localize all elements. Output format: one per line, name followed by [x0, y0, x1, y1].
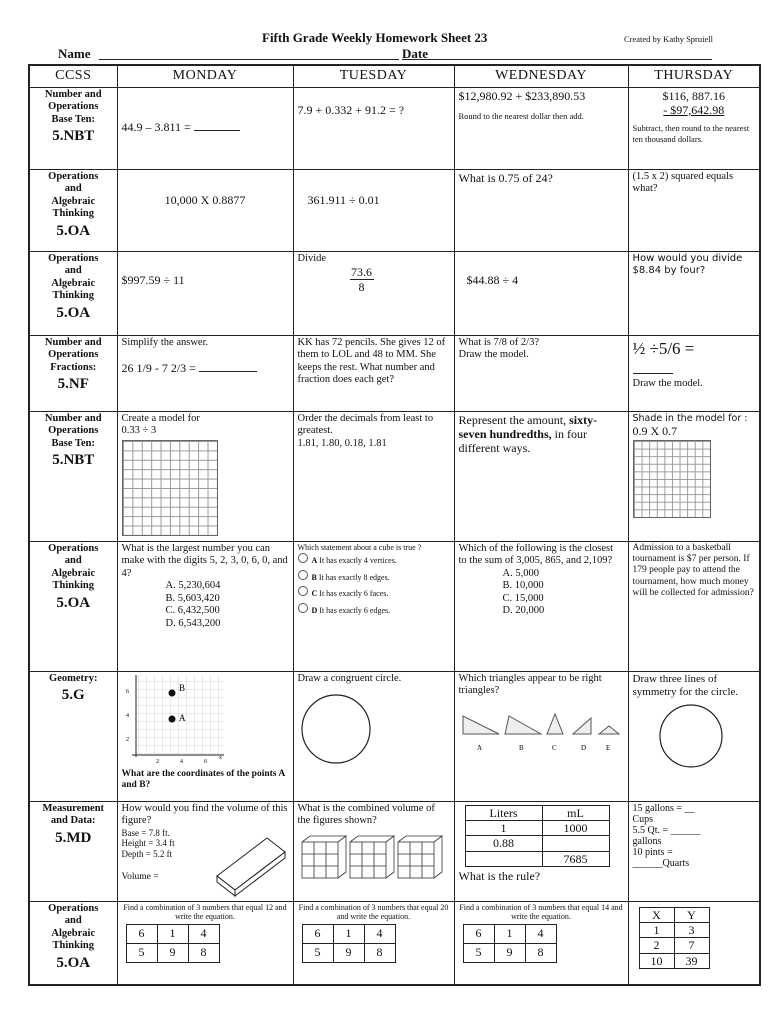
- col-header-thursday: THURSDAY: [628, 65, 760, 87]
- radio-icon[interactable]: [298, 603, 308, 613]
- wednesday-cell[interactable]: Represent the amount, sixty-seven hundredths, in four different ways.: [454, 411, 628, 541]
- monday-cell[interactable]: What is the largest number you can make with the digits 5, 2, 3, 0, 6, 0, and 4? A. 5,230,604 B. 5,603,420 C. 6,432,500 D. 6,543,200: [117, 541, 293, 671]
- coordinate-plane: [122, 673, 226, 765]
- wednesday-cell[interactable]: What is 0.75 of 24?: [454, 169, 628, 251]
- circle-shape: [657, 701, 727, 773]
- ccss-cell: Number and Operations Base Ten: 5.NBT: [29, 411, 117, 541]
- thursday-cell[interactable]: Shade in the model for : 0.9 X 0.7: [628, 411, 760, 541]
- name-line[interactable]: [99, 59, 399, 60]
- svg-text:6: 6: [203, 758, 207, 765]
- monday-cell[interactable]: 44.9 – 3.811 =: [117, 87, 293, 169]
- monday-cell[interactable]: How would you find the volume of this figure? Base = 7.8 ft. Height = 3.4 ft Depth = 5.2 ft Volume =: [117, 801, 293, 901]
- wednesday-cell[interactable]: Liters mL 1 1000 0.88 7685 What is the rule?: [454, 801, 628, 901]
- homework-table: [28, 64, 761, 986]
- table-row: [29, 251, 760, 335]
- tuesday-cell[interactable]: Draw a congruent circle.: [293, 671, 454, 801]
- col-header-ccss: CCSS: [29, 65, 117, 87]
- table-row: [29, 671, 760, 801]
- number-grid: 6 1 4 5 9 8: [463, 924, 557, 963]
- radio-icon[interactable]: [298, 570, 308, 580]
- svg-text:A: A: [476, 743, 482, 752]
- thursday-cell[interactable]: How would you divide $8.84 by four?: [628, 251, 760, 335]
- svg-text:A: A: [178, 712, 185, 723]
- svg-text:B: B: [518, 743, 524, 752]
- wednesday-cell[interactable]: $12,980.92 + $233,890.53 Round to the nearest dollar then add.: [454, 87, 628, 169]
- wednesday-cell[interactable]: Which of the following is the closest to the sum of 3,005, 865, and 2,109? A. 5,000 B. 10,000 C. 15,000 D. 20,000: [454, 541, 628, 671]
- col-header-monday: MONDAY: [117, 65, 293, 87]
- tuesday-cell[interactable]: KK has 72 pencils. She gives 12 of them to LOL and 48 to MM. She keeps the rest. What number and fraction does each get?: [293, 335, 454, 411]
- header-row: [29, 65, 760, 87]
- thursday-cell[interactable]: 15 gallons = __ Cups 5.5 Qt. = ______ gallons 10 pints = ______Quarts: [628, 801, 760, 901]
- ccss-cell: Operations and Algebraic Thinking 5.OA: [29, 901, 117, 985]
- ccss-cell: Operations and Algebraic Thinking 5.OA: [29, 169, 117, 251]
- table-row: [29, 901, 760, 985]
- ccss-cell: Operations and Algebraic Thinking 5.OA: [29, 541, 117, 671]
- table-row: [29, 169, 760, 251]
- svg-text:E: E: [605, 743, 610, 752]
- wednesday-cell[interactable]: What is 7/8 of 2/3? Draw the model.: [454, 335, 628, 411]
- xy-table: X Y 1 3 2 7 10 39: [639, 907, 710, 970]
- radio-icon[interactable]: [298, 586, 308, 596]
- name-label: Name: [58, 46, 91, 61]
- number-grid: 6 1 4 5 9 8: [302, 924, 396, 963]
- ccss-cell: Number and Operations Fractions: 5.NF: [29, 335, 117, 411]
- shade-grid[interactable]: [633, 440, 711, 518]
- thursday-cell[interactable]: Admission to a basketball tournament is $7 per person. If 179 people pay to attend the tournament, how much money will be collected for admission?: [628, 541, 760, 671]
- svg-text:x: x: [218, 754, 222, 761]
- triangles-figure: [459, 704, 625, 754]
- ccss-cell: Operations and Algebraic Thinking 5.OA: [29, 251, 117, 335]
- prism-figure: [211, 828, 291, 898]
- tuesday-cell[interactable]: Order the decimals from least to greatest. 1.81, 1.80, 0.18, 1.81: [293, 411, 454, 541]
- point-a: [168, 715, 175, 722]
- monday-cell[interactable]: 10,000 X 0.8877: [117, 169, 293, 251]
- wednesday-cell[interactable]: Which triangles appear to be right triangles? A B C D E: [454, 671, 628, 801]
- svg-text:C: C: [551, 743, 557, 752]
- thursday-cell[interactable]: [628, 901, 760, 985]
- table-row: [29, 87, 760, 169]
- table-row: [29, 541, 760, 671]
- monday-cell[interactable]: Simplify the answer. 26 1/9 - 7 2/3 =: [117, 335, 293, 411]
- monday-cell[interactable]: Find a combination of 3 numbers that equal 12 and write the equation. 6 1 4 5 9 8: [117, 901, 293, 985]
- thursday-cell[interactable]: (1.5 x 2) squared equals what?: [628, 169, 760, 251]
- table-row: [29, 335, 760, 411]
- table-row: [29, 411, 760, 541]
- radio-icon[interactable]: [298, 553, 308, 563]
- ccss-cell: Number and Operations Base Ten: 5.NBT: [29, 87, 117, 169]
- tuesday-cell[interactable]: 361.911 ÷ 0.01: [293, 169, 454, 251]
- svg-text:2: 2: [155, 758, 159, 765]
- monday-cell[interactable]: 6 4 2 2 4 6 x B A What are the coordinates of the points A and B?: [117, 671, 293, 801]
- svg-text:2: 2: [125, 736, 129, 743]
- wednesday-cell[interactable]: Find a combination of 3 numbers that equal 14 and write the equation. 6 1 4 5 9 8: [454, 901, 628, 985]
- tuesday-cell[interactable]: Which statement about a cube is true ? A It has exactly 4 vertices. B It has exactly 8 edges. C It has exactly 6 faces. D It has exactly 6 edges.: [293, 541, 454, 671]
- thursday-cell[interactable]: $116, 887.16 - $97,642.98 Subtract, then round to the nearest ten thousand dollars.: [628, 87, 760, 169]
- point-b: [168, 689, 175, 696]
- standard-code: 5.NBT: [52, 128, 95, 145]
- monday-cell[interactable]: $997.59 ÷ 11: [117, 251, 293, 335]
- number-grid: 6 1 4 5 9 8: [126, 924, 220, 963]
- ccss-cell: Geometry: 5.G: [29, 671, 117, 801]
- cubes-figure: [298, 832, 448, 884]
- thursday-cell[interactable]: Draw three lines of symmetry for the circle.: [628, 671, 760, 801]
- svg-text:B: B: [178, 682, 185, 693]
- svg-text:4: 4: [179, 758, 183, 765]
- tuesday-cell[interactable]: 7.9 + 0.332 + 91.2 = ?: [293, 87, 454, 169]
- monday-cell[interactable]: Create a model for 0.33 ÷ 3: [117, 411, 293, 541]
- col-header-wednesday: WEDNESDAY: [454, 65, 628, 87]
- svg-text:D: D: [580, 743, 586, 752]
- option-b[interactable]: B It has exactly 8 edges.: [298, 570, 450, 583]
- date-line[interactable]: [402, 59, 712, 60]
- circle-shape: [298, 691, 378, 771]
- ccss-cell: Measurement and Data: 5.MD: [29, 801, 117, 901]
- tuesday-cell[interactable]: What is the combined volume of the figures shown?: [293, 801, 454, 901]
- thursday-cell[interactable]: ½ ÷5/6 = Draw the model.: [628, 335, 760, 411]
- option-d[interactable]: D It has exactly 6 edges.: [298, 603, 450, 616]
- author-credit: Created by Kathy Spruiell: [624, 34, 713, 44]
- option-a[interactable]: A It has exactly 4 vertices.: [298, 553, 450, 566]
- date-label: Date: [402, 46, 428, 61]
- hundred-grid[interactable]: [122, 440, 218, 536]
- tuesday-cell[interactable]: Divide 73.6 8: [293, 251, 454, 335]
- svg-text:6: 6: [125, 688, 129, 695]
- wednesday-cell[interactable]: $44.88 ÷ 4: [454, 251, 628, 335]
- conversion-table: Liters mL 1 1000 0.88 7685: [465, 805, 610, 868]
- svg-text:4: 4: [125, 712, 129, 719]
- sheet-title: Fifth Grade Weekly Homework Sheet 23: [262, 30, 488, 45]
- option-c[interactable]: C It has exactly 6 faces.: [298, 586, 450, 599]
- col-header-tuesday: TUESDAY: [293, 65, 454, 87]
- tuesday-cell[interactable]: Find a combination of 3 numbers that equal 20 and write the equation. 6 1 4 5 9 8: [293, 901, 454, 985]
- table-row: [29, 801, 760, 901]
